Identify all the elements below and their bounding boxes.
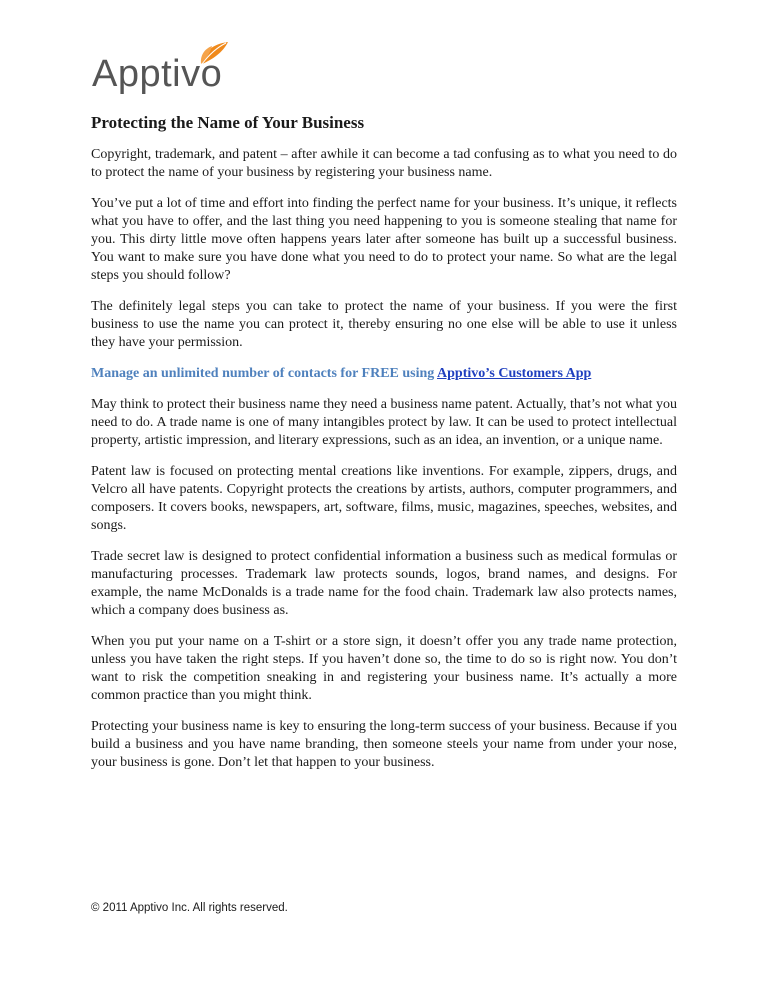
promo-line <box>91 365 677 383</box>
paragraph: When you put your name on a T-shirt or a store sign, it doesn’t offer you any trade name protection, unless you have taken the right steps. If you haven’t done so, the time to do so is right now. You don’t want to risk the competition sneaking in and registering your business name. It’s actually a more common practice than you might think. <box>91 634 677 703</box>
logo-text: Apptivo <box>92 53 223 95</box>
copyright-footer: © 2011 Apptivo Inc. All rights reserved. <box>91 902 288 914</box>
paragraph: The definitely legal steps you can take to protect the name of your business. If you were the first business to use the name you can protect it, thereby ensuring no one else will be able to use it unless they have your permission. <box>91 299 677 350</box>
paragraph: May think to protect their business name they need a business name patent. Actually, that’s not what you need to do. A trade name is one of many intangibles protect by law. It can be used to protect intellectual property, artistic impression, and literary expressions, such as an idea, an invention, or a unique name. <box>91 397 677 448</box>
apptivo-logo <box>92 40 242 96</box>
customers-app-link[interactable]: Apptivo’s Customers App <box>437 366 592 381</box>
paragraph: Patent law is focused on protecting mental creations like inventions. For example, zippers, drugs, and Velcro all have patents. Copyright protects the creations by artists, authors, computer programmers, and composers. It covers books, newspapers, art, software, films, music, magazines, speeches, websites, and songs. <box>91 464 677 533</box>
paragraph: Protecting your business name is key to ensuring the long-term success of your business. Because if you build a business and you have name branding, then someone steels your name from under your nose, your business is gone. Don’t let that happen to your business. <box>91 719 677 770</box>
article <box>91 112 677 785</box>
paragraph: Trade secret law is designed to protect confidential information a business such as medical formulas or manufacturing processes. Trademark law protects sounds, logos, brand names, and designs. For example, the name McDonalds is a trade name for the food chain. Trademark law also protects names, which a company does business as. <box>91 549 677 618</box>
promo-text: Manage an unlimited number of contacts for FREE using <box>91 366 438 381</box>
paragraph: You’ve put a lot of time and effort into finding the perfect name for your business. It’s unique, it reflects what you have to offer, and the last thing you need happening to you is someone stealing that name for you. This dirty little move often happens years later after someone has built up a successful business. You want to make sure you have done what you need to do to protect your name. So what are the legal steps you should follow? <box>91 196 677 283</box>
paragraph: Copyright, trademark, and patent – after awhile it can become a tad confusing as to what you need to do to protect the name of your business by registering your business name. <box>91 147 677 180</box>
article-title: Protecting the Name of Your Business <box>91 113 365 132</box>
